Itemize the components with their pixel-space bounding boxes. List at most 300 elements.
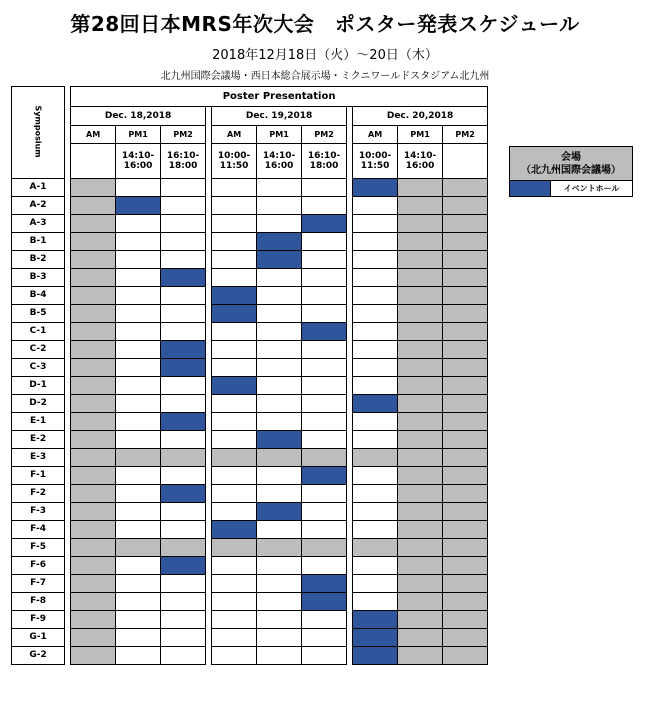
unavailable-cell <box>443 269 488 287</box>
open-cell <box>116 647 161 665</box>
symposium-id: D-1 <box>12 377 65 395</box>
open-cell <box>116 521 161 539</box>
unavailable-cell <box>398 611 443 629</box>
open-cell <box>257 557 302 575</box>
open-cell <box>212 629 257 647</box>
table-row <box>12 629 488 647</box>
legend-venue-label: 会場 <box>561 151 581 163</box>
scheduled-cell <box>302 215 347 233</box>
unavailable-cell <box>116 539 161 557</box>
unavailable-cell <box>443 233 488 251</box>
unavailable-cell <box>398 647 443 665</box>
open-cell <box>212 647 257 665</box>
unavailable-cell <box>71 251 116 269</box>
open-cell <box>302 431 347 449</box>
open-cell <box>212 413 257 431</box>
symposium-id: B-5 <box>12 305 65 323</box>
open-cell <box>212 611 257 629</box>
open-cell <box>212 395 257 413</box>
open-cell <box>161 593 206 611</box>
open-cell <box>212 485 257 503</box>
scheduled-cell <box>353 395 398 413</box>
open-cell <box>116 251 161 269</box>
unavailable-cell <box>443 449 488 467</box>
open-cell <box>116 359 161 377</box>
open-cell <box>116 287 161 305</box>
table-row <box>12 647 488 665</box>
open-cell <box>116 611 161 629</box>
open-cell <box>116 323 161 341</box>
open-cell <box>161 629 206 647</box>
table-row <box>12 233 488 251</box>
open-cell <box>257 647 302 665</box>
unavailable-cell <box>443 197 488 215</box>
open-cell <box>212 503 257 521</box>
unavailable-cell <box>71 269 116 287</box>
open-cell <box>353 467 398 485</box>
unavailable-cell <box>71 503 116 521</box>
unavailable-cell <box>71 467 116 485</box>
open-cell <box>161 611 206 629</box>
scheduled-cell <box>257 503 302 521</box>
unavailable-cell <box>398 449 443 467</box>
symposium-id: E-1 <box>12 413 65 431</box>
open-cell <box>353 287 398 305</box>
symposium-id: F-7 <box>12 575 65 593</box>
table-row <box>12 413 488 431</box>
scheduled-cell <box>302 575 347 593</box>
open-cell <box>161 233 206 251</box>
legend <box>509 146 633 197</box>
symposium-id: C-3 <box>12 359 65 377</box>
open-cell <box>302 179 347 197</box>
slot-header: PM2 <box>302 126 347 144</box>
symposium-id: A-1 <box>12 179 65 197</box>
unavailable-cell <box>71 539 116 557</box>
unavailable-cell <box>71 647 116 665</box>
open-cell <box>116 233 161 251</box>
open-cell <box>116 629 161 647</box>
open-cell <box>212 575 257 593</box>
open-cell <box>257 179 302 197</box>
event-dates: 2018年12月18日（火）～20日（木） <box>212 48 438 63</box>
open-cell <box>212 593 257 611</box>
unavailable-cell <box>443 467 488 485</box>
table-row <box>12 251 488 269</box>
open-cell <box>116 305 161 323</box>
unavailable-cell <box>398 575 443 593</box>
time-range: 10:00- 11:50 <box>353 144 398 179</box>
open-cell <box>353 593 398 611</box>
symposium-id: F-2 <box>12 485 65 503</box>
open-cell <box>161 521 206 539</box>
unavailable-cell <box>443 215 488 233</box>
open-cell <box>257 215 302 233</box>
slot-header: PM2 <box>161 126 206 144</box>
unavailable-cell <box>212 539 257 557</box>
open-cell <box>212 215 257 233</box>
open-cell <box>257 593 302 611</box>
open-cell <box>116 215 161 233</box>
symposium-id: C-1 <box>12 323 65 341</box>
open-cell <box>353 251 398 269</box>
open-cell <box>353 341 398 359</box>
table-row <box>12 611 488 629</box>
open-cell <box>353 233 398 251</box>
unavailable-cell <box>257 539 302 557</box>
unavailable-cell <box>398 521 443 539</box>
symposium-id: F-5 <box>12 539 65 557</box>
open-cell <box>257 269 302 287</box>
open-cell <box>212 323 257 341</box>
symposium-id: F-6 <box>12 557 65 575</box>
table-row <box>12 503 488 521</box>
unavailable-cell <box>443 521 488 539</box>
scheduled-cell <box>212 287 257 305</box>
open-cell <box>257 197 302 215</box>
time-range: 16:10- 18:00 <box>302 144 347 179</box>
scheduled-cell <box>161 359 206 377</box>
scheduled-cell <box>302 467 347 485</box>
unavailable-cell <box>212 449 257 467</box>
unavailable-cell <box>71 377 116 395</box>
unavailable-cell <box>443 323 488 341</box>
scheduled-cell <box>302 323 347 341</box>
open-cell <box>353 305 398 323</box>
legend-venue-name: （北九州国際会議場） <box>521 164 621 176</box>
unavailable-cell <box>398 593 443 611</box>
open-cell <box>212 233 257 251</box>
unavailable-cell <box>443 341 488 359</box>
open-cell <box>257 413 302 431</box>
table-row <box>12 359 488 377</box>
unavailable-cell <box>398 287 443 305</box>
open-cell <box>302 233 347 251</box>
open-cell <box>212 557 257 575</box>
open-cell <box>161 377 206 395</box>
unavailable-cell <box>443 251 488 269</box>
scheduled-cell <box>353 647 398 665</box>
unavailable-cell <box>443 395 488 413</box>
table-row <box>12 287 488 305</box>
table-row <box>12 557 488 575</box>
table-row <box>12 269 488 287</box>
unavailable-cell <box>398 431 443 449</box>
table-row <box>12 179 488 197</box>
unavailable-cell <box>443 377 488 395</box>
open-cell <box>116 575 161 593</box>
symposium-id: B-2 <box>12 251 65 269</box>
unavailable-cell <box>398 179 443 197</box>
scheduled-cell <box>161 557 206 575</box>
open-cell <box>302 359 347 377</box>
unavailable-cell <box>71 485 116 503</box>
unavailable-cell <box>443 593 488 611</box>
open-cell <box>353 413 398 431</box>
unavailable-cell <box>398 251 443 269</box>
open-cell <box>257 341 302 359</box>
symposium-id: E-2 <box>12 431 65 449</box>
open-cell <box>257 305 302 323</box>
symposium-id: F-9 <box>12 611 65 629</box>
unavailable-cell <box>71 593 116 611</box>
day-header: Dec. 19,2018 <box>212 107 347 126</box>
open-cell <box>161 467 206 485</box>
open-cell <box>116 341 161 359</box>
unavailable-cell <box>398 197 443 215</box>
unavailable-cell <box>71 215 116 233</box>
unavailable-cell <box>443 485 488 503</box>
open-cell <box>161 575 206 593</box>
open-cell <box>353 557 398 575</box>
open-cell <box>302 611 347 629</box>
unavailable-cell <box>398 341 443 359</box>
unavailable-cell <box>398 269 443 287</box>
open-cell <box>116 377 161 395</box>
page-title: 第28回日本MRS年次大会 ポスター発表スケジュール <box>70 12 580 36</box>
open-cell <box>161 323 206 341</box>
scheduled-cell <box>353 629 398 647</box>
unavailable-cell <box>71 575 116 593</box>
open-cell <box>161 251 206 269</box>
open-cell <box>353 575 398 593</box>
open-cell <box>212 197 257 215</box>
unavailable-cell <box>353 449 398 467</box>
unavailable-cell <box>71 395 116 413</box>
scheduled-cell <box>302 593 347 611</box>
unavailable-cell <box>71 323 116 341</box>
open-cell <box>353 269 398 287</box>
time-range <box>443 144 488 179</box>
unavailable-cell <box>443 359 488 377</box>
unavailable-cell <box>116 449 161 467</box>
unavailable-cell <box>257 449 302 467</box>
unavailable-cell <box>71 629 116 647</box>
table-row <box>12 323 488 341</box>
unavailable-cell <box>398 539 443 557</box>
table-row <box>12 485 488 503</box>
open-cell <box>302 521 347 539</box>
open-cell <box>212 431 257 449</box>
unavailable-cell <box>398 485 443 503</box>
open-cell <box>257 521 302 539</box>
scheduled-cell <box>257 251 302 269</box>
scheduled-cell <box>161 341 206 359</box>
open-cell <box>302 341 347 359</box>
unavailable-cell <box>398 557 443 575</box>
scheduled-cell <box>257 431 302 449</box>
symposium-id: B-3 <box>12 269 65 287</box>
unavailable-cell <box>398 359 443 377</box>
open-cell <box>212 467 257 485</box>
unavailable-cell <box>443 539 488 557</box>
open-cell <box>161 179 206 197</box>
open-cell <box>302 629 347 647</box>
unavailable-cell <box>443 431 488 449</box>
table-row <box>12 575 488 593</box>
unavailable-cell <box>443 557 488 575</box>
symposium-id: F-8 <box>12 593 65 611</box>
time-range: 16:10- 18:00 <box>161 144 206 179</box>
open-cell <box>116 467 161 485</box>
symposium-id: F-4 <box>12 521 65 539</box>
open-cell <box>116 503 161 521</box>
open-cell <box>302 269 347 287</box>
unavailable-cell <box>71 521 116 539</box>
scheduled-cell <box>116 197 161 215</box>
scheduled-cell <box>161 413 206 431</box>
unavailable-cell <box>398 629 443 647</box>
time-range: 14:10- 16:00 <box>257 144 302 179</box>
symposium-id: D-2 <box>12 395 65 413</box>
scheduled-cell <box>212 377 257 395</box>
symposium-label: Symposium <box>33 105 43 158</box>
symposium-id: B-4 <box>12 287 65 305</box>
open-cell <box>353 215 398 233</box>
open-cell <box>257 395 302 413</box>
open-cell <box>302 413 347 431</box>
scheduled-cell <box>212 305 257 323</box>
symposium-id: F-3 <box>12 503 65 521</box>
unavailable-cell <box>71 179 116 197</box>
open-cell <box>353 503 398 521</box>
poster-presentation-header: Poster Presentation <box>71 87 488 107</box>
open-cell <box>212 179 257 197</box>
table-row <box>12 395 488 413</box>
unavailable-cell <box>398 395 443 413</box>
day-header: Dec. 20,2018 <box>353 107 488 126</box>
unavailable-cell <box>443 503 488 521</box>
unavailable-cell <box>398 305 443 323</box>
time-range: 10:00- 11:50 <box>212 144 257 179</box>
unavailable-cell <box>398 233 443 251</box>
open-cell <box>212 359 257 377</box>
open-cell <box>353 197 398 215</box>
slot-header: AM <box>212 126 257 144</box>
scheduled-cell <box>212 521 257 539</box>
table-row <box>12 305 488 323</box>
open-cell <box>353 431 398 449</box>
unavailable-cell <box>443 413 488 431</box>
venue-list: 北九州国際会議場・西日本総合展示場・ミクニワールドスタジアム北九州 <box>160 71 490 82</box>
unavailable-cell <box>161 449 206 467</box>
scheduled-cell <box>353 611 398 629</box>
open-cell <box>302 251 347 269</box>
symposium-id: G-2 <box>12 647 65 665</box>
open-cell <box>353 521 398 539</box>
open-cell <box>212 251 257 269</box>
open-cell <box>302 647 347 665</box>
table-row <box>12 377 488 395</box>
open-cell <box>116 431 161 449</box>
unavailable-cell <box>71 431 116 449</box>
unavailable-cell <box>443 647 488 665</box>
open-cell <box>212 269 257 287</box>
open-cell <box>257 377 302 395</box>
unavailable-cell <box>71 449 116 467</box>
open-cell <box>302 305 347 323</box>
schedule-table <box>11 86 488 665</box>
unavailable-cell <box>398 467 443 485</box>
symposium-id: E-3 <box>12 449 65 467</box>
slot-header: PM1 <box>116 126 161 144</box>
slot-header: AM <box>353 126 398 144</box>
unavailable-cell <box>443 575 488 593</box>
open-cell <box>353 377 398 395</box>
unavailable-cell <box>398 323 443 341</box>
slot-header: PM1 <box>257 126 302 144</box>
table-row <box>12 467 488 485</box>
open-cell <box>257 629 302 647</box>
open-cell <box>161 197 206 215</box>
symposium-id: F-1 <box>12 467 65 485</box>
open-cell <box>302 503 347 521</box>
open-cell <box>257 323 302 341</box>
open-cell <box>257 287 302 305</box>
symposium-id: G-1 <box>12 629 65 647</box>
unavailable-cell <box>398 215 443 233</box>
open-cell <box>302 287 347 305</box>
open-cell <box>161 215 206 233</box>
symposium-id: B-1 <box>12 233 65 251</box>
open-cell <box>116 557 161 575</box>
unavailable-cell <box>71 305 116 323</box>
scheduled-cell <box>257 233 302 251</box>
unavailable-cell <box>302 539 347 557</box>
slot-header: AM <box>71 126 116 144</box>
unavailable-cell <box>71 341 116 359</box>
open-cell <box>116 413 161 431</box>
open-cell <box>161 431 206 449</box>
unavailable-cell <box>443 287 488 305</box>
unavailable-cell <box>71 287 116 305</box>
open-cell <box>161 287 206 305</box>
unavailable-cell <box>398 413 443 431</box>
table-row <box>12 593 488 611</box>
time-range <box>71 144 116 179</box>
open-cell <box>353 485 398 503</box>
open-cell <box>257 359 302 377</box>
open-cell <box>302 557 347 575</box>
table-row <box>12 521 488 539</box>
legend-swatch <box>510 181 551 197</box>
unavailable-cell <box>443 305 488 323</box>
symposium-id: A-2 <box>12 197 65 215</box>
table-row <box>12 215 488 233</box>
slot-header: PM2 <box>443 126 488 144</box>
open-cell <box>257 467 302 485</box>
day-header: Dec. 18,2018 <box>71 107 206 126</box>
table-row <box>12 341 488 359</box>
open-cell <box>116 485 161 503</box>
scheduled-cell <box>161 485 206 503</box>
open-cell <box>116 593 161 611</box>
slot-header: PM1 <box>398 126 443 144</box>
unavailable-cell <box>161 539 206 557</box>
table-row <box>12 539 488 557</box>
open-cell <box>257 485 302 503</box>
unavailable-cell <box>302 449 347 467</box>
legend-event-hall: イベントホール <box>551 181 633 197</box>
symposium-id: A-3 <box>12 215 65 233</box>
unavailable-cell <box>71 359 116 377</box>
legend-venue-header <box>510 147 633 181</box>
open-cell <box>353 359 398 377</box>
unavailable-cell <box>353 539 398 557</box>
scheduled-cell <box>161 269 206 287</box>
unavailable-cell <box>443 629 488 647</box>
open-cell <box>302 395 347 413</box>
